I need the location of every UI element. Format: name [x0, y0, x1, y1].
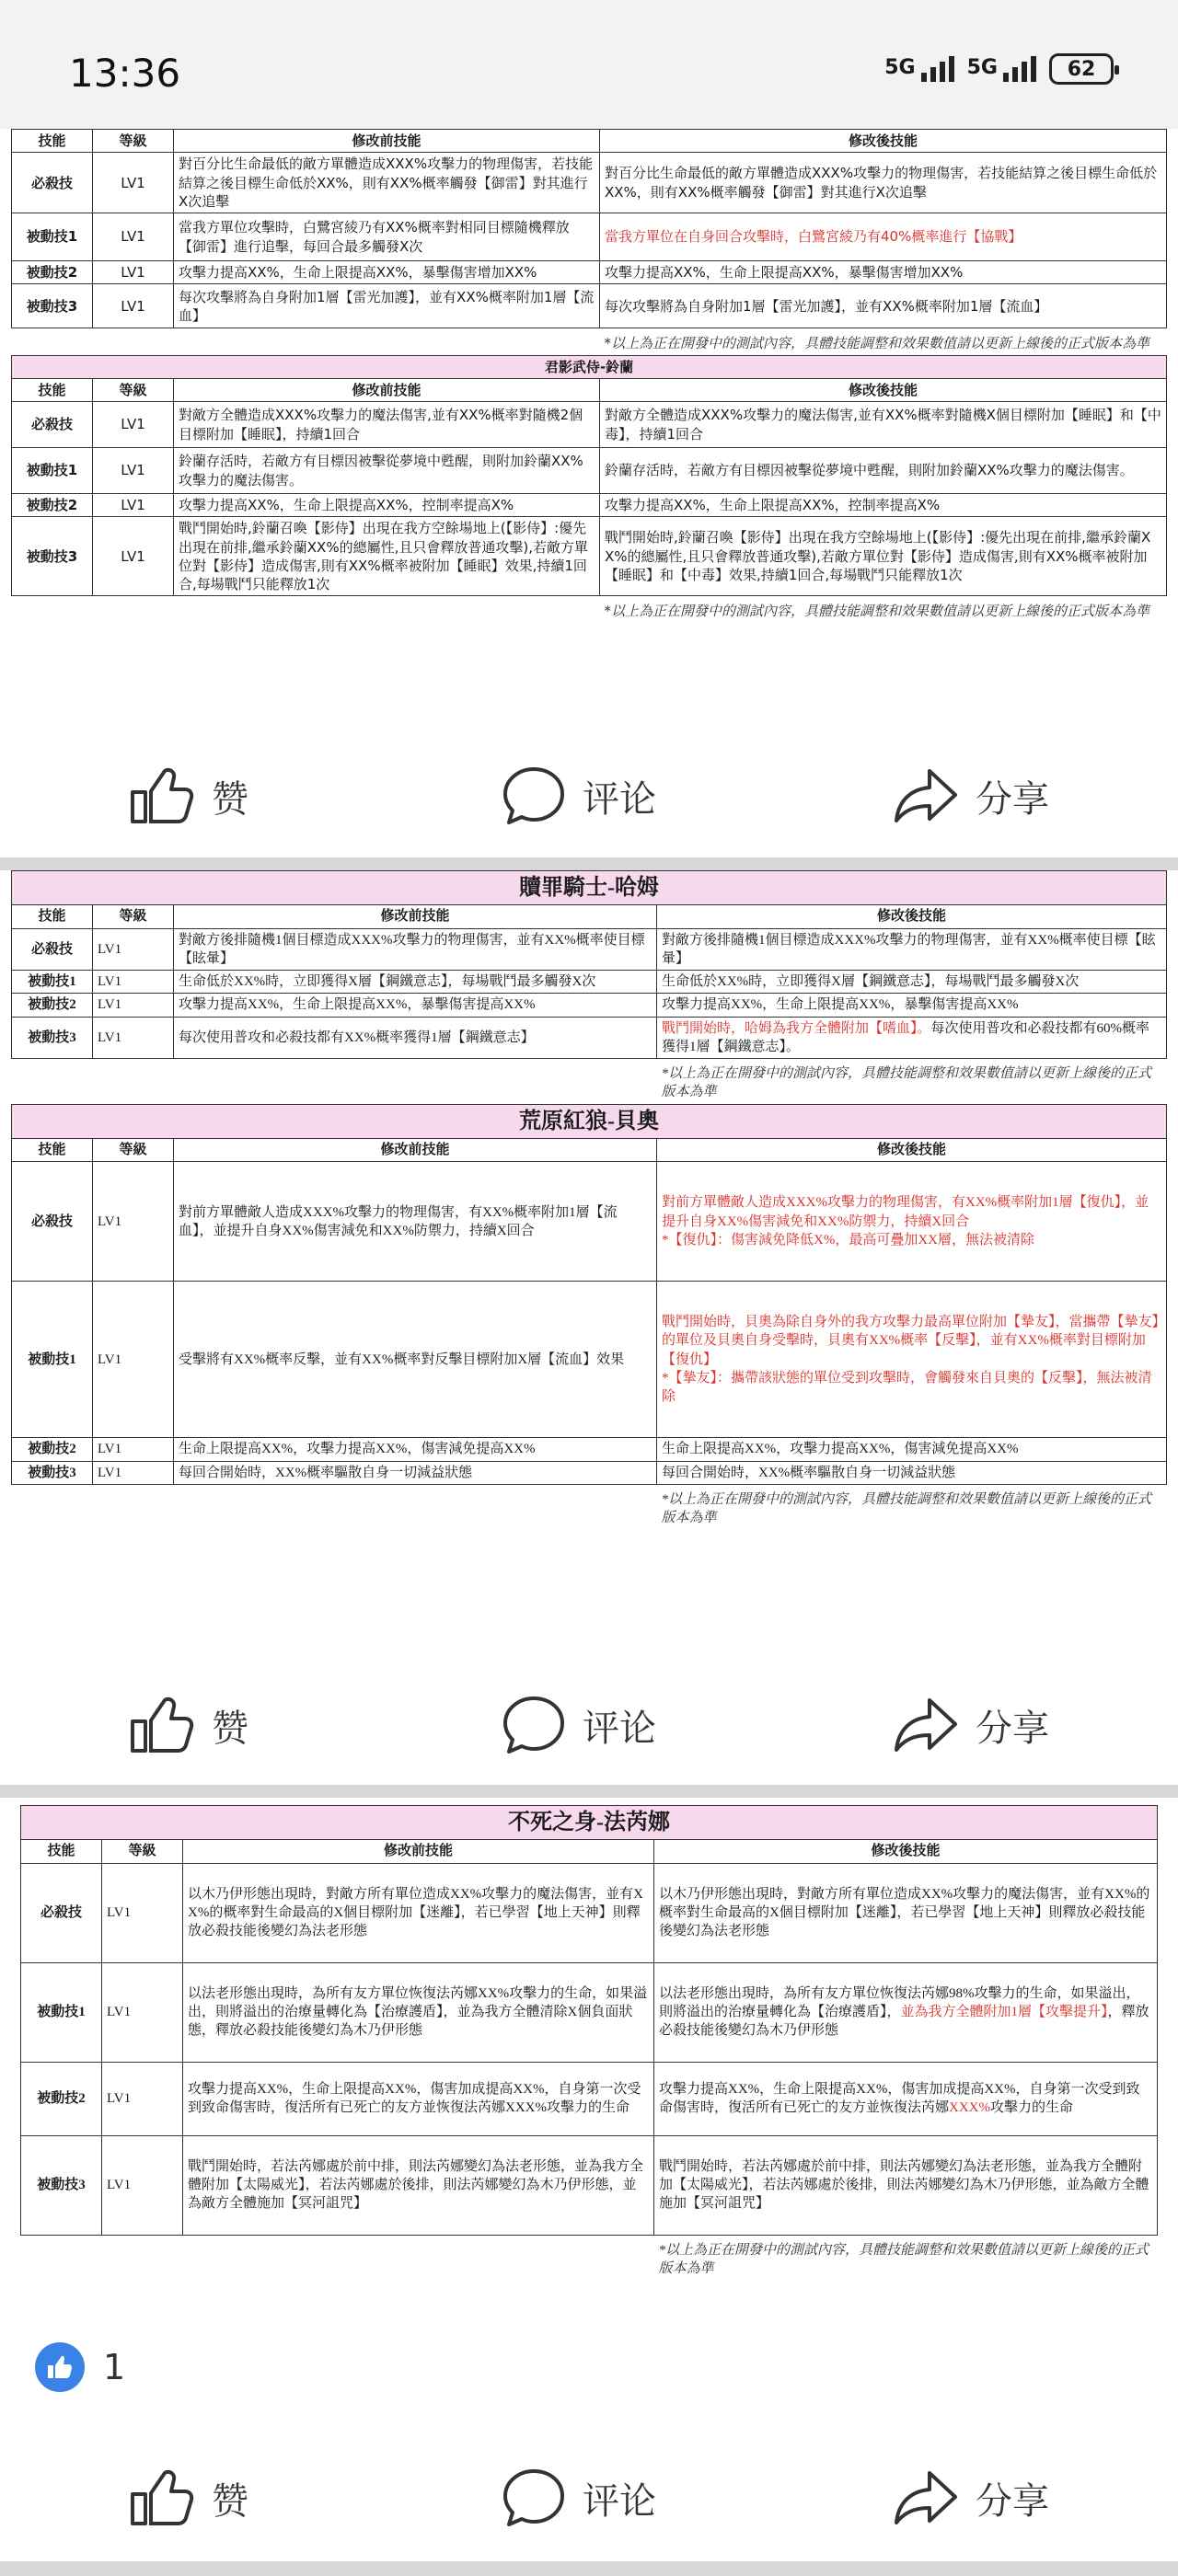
- table-row: [12, 261, 1167, 284]
- skill-level: LV1: [102, 1962, 183, 2062]
- disclaimer-note: *以上為正在開發中的測試內容，具體技能調整和效果數值請以更新上線後的正式版本為準: [604, 603, 1150, 620]
- table-row: [12, 928, 1167, 971]
- skill-name: 被動技1: [12, 448, 93, 494]
- share-button[interactable]: [893, 2469, 1049, 2526]
- skill-after-changed: 戰鬥開始時，哈姆為我方全體附加【嗜血】。: [662, 1020, 931, 1036]
- disclaimer-note: *以上為正在開發中的測試內容，具體技能調整和效果數值請以更新上線後的正式版本為準: [658, 2242, 1149, 2276]
- skill-name: 被動技1: [21, 1962, 102, 2062]
- skill-after: [654, 1962, 1158, 2062]
- section-title: 贖罪騎士-哈姆: [12, 871, 1167, 905]
- post-separator: [0, 857, 1178, 870]
- skill-level: LV1: [93, 213, 174, 261]
- skill-before: 以木乃伊形態出現時，對敵方所有單位造成XX%攻擊力的魔法傷害，並有XX%的概率對生命最高的X個目標附加【迷離】，若已學習【地上天神】則釋放必殺技能後變幻為法老形態: [183, 1863, 654, 1962]
- table-row: [12, 1162, 1167, 1282]
- table-row: [12, 1461, 1167, 1484]
- table-header-row: [12, 1139, 1167, 1162]
- skill-name: 被動技1: [12, 1282, 93, 1438]
- table-header-row: [12, 378, 1167, 401]
- skill-after-text: 攻擊力提高XX%，生命上限提高XX%，傷害加成提高XX%，自身第一次受到致命傷害時，復活所有已死亡的友方並恢復法芮娜: [659, 2081, 1140, 2116]
- header-after: 修改後技能: [654, 1840, 1158, 1863]
- share-button[interactable]: [893, 1696, 1049, 1754]
- header-level: 等級: [93, 905, 174, 928]
- skill-level: LV1: [93, 153, 174, 213]
- table-header-row: [12, 130, 1167, 153]
- header-level: 等級: [93, 1139, 174, 1162]
- skill-after: [657, 1282, 1167, 1438]
- skill-level: LV1: [102, 1863, 183, 1962]
- skill-name: 必殺技: [12, 402, 93, 448]
- skill-before: 生命低於XX%時，立即獲得X層【鋼鐵意志】，每場戰鬥最多觸發X次: [174, 971, 657, 994]
- table-row: [21, 1863, 1158, 1962]
- skill-before: 每回合開始時，XX%概率驅散自身一切減益狀態: [174, 1461, 657, 1484]
- skill-name: 必殺技: [12, 153, 93, 213]
- signal-icon: [884, 56, 953, 82]
- skill-after: [657, 1017, 1167, 1059]
- like-count-row[interactable]: [35, 2342, 125, 2392]
- skill-after: 戰鬥開始時，若法芮娜處於前中排，則法芮娜變幻為法老形態，並為我方全體附加【太陽威光】，若法芮娜處於後排，則法芮娜變幻為木乃伊形態，並為敵方全體施加【冥河詛咒】: [654, 2135, 1158, 2235]
- skill-after: [657, 1162, 1167, 1282]
- skill-level: LV1: [93, 1017, 174, 1059]
- header-before: 修改前技能: [174, 378, 600, 401]
- comment-button[interactable]: [502, 2467, 656, 2528]
- skill-level: LV1: [93, 1438, 174, 1461]
- comment-label: 评论: [583, 1707, 656, 1750]
- skill-before: 對敵方後排隨機1個目標造成XXX%攻擊力的物理傷害，並有XX%概率使目標【眩暈】: [174, 928, 657, 971]
- post-separator: [0, 2561, 1178, 2576]
- skill-level: LV1: [93, 1282, 174, 1438]
- table-row: [12, 1017, 1167, 1059]
- blank-cell: [12, 596, 600, 623]
- comment-icon: [502, 1695, 566, 1755]
- header-level: 等級: [93, 378, 174, 401]
- skill-after: 以木乃伊形態出現時，對敵方所有單位造成XX%攻擊力的魔法傷害，並有XX%的概率對生命最高的X個目標附加【迷離】，若已學習【地上天神】則釋放必殺技能後變幻為法老形態: [654, 1863, 1158, 1962]
- header-skill: 技能: [12, 905, 93, 928]
- skill-after: 攻擊力提高XX%，生命上限提高XX%，暴擊傷害提高XX%: [657, 994, 1167, 1017]
- table-row: [12, 402, 1167, 448]
- skill-before: 每次攻擊將為自身附加1層【雷光加護】，並有XX%概率附加1層【流血】: [174, 284, 600, 328]
- table-header-row: [21, 1840, 1158, 1863]
- skill-name: 被動技3: [21, 2135, 102, 2235]
- like-button[interactable]: [129, 2468, 248, 2527]
- skill-level: LV1: [93, 261, 174, 284]
- skill-level: LV1: [93, 448, 174, 494]
- skill-before: 攻擊力提高XX%，生命上限提高XX%，傷害加成提高XX%，自身第一次受到致命傷害時，復活所有已死亡的友方並恢復法芮娜XXX%攻擊力的生命: [183, 2062, 654, 2135]
- section-title-row: [12, 1104, 1167, 1138]
- skill-before: 戰鬥開始時,鈴蘭召喚【影侍】出現在我方空餘場地上(【影侍】:優先出現在前排,繼承鈴蘭XX%的總屬性,且只會釋放普通攻擊),若敵方單位對【影侍】造成傷害,則有XX%概率被附加【睡眠】效果,持續1回合,每場戰鬥只能釋放1次: [174, 517, 600, 596]
- skill-level: LV1: [93, 994, 174, 1017]
- section-title-row: [12, 871, 1167, 905]
- skill-after: 對百分比生命最低的敵方單體造成XXX%攻擊力的物理傷害，若技能結算之後目標生命低於XX%，則有XX%概率觸發【御雷】對其進行X次追擊: [600, 153, 1167, 213]
- skill-after-note: *【摯友】：攜帶該狀態的單位受到攻擊時，會觸發來自貝奧的【反擊】，無法被清除: [662, 1370, 1152, 1405]
- skill-level: LV1: [93, 928, 174, 971]
- like-label: 赞: [212, 2479, 248, 2523]
- skill-name: 被動技3: [12, 517, 93, 596]
- status-bar: [0, 0, 1178, 129]
- section-title: 君影武侍-鈴蘭: [12, 355, 1167, 378]
- skill-after: 每次攻擊將為自身附加1層【雷光加護】，並有XX%概率附加1層【流血】: [600, 284, 1167, 328]
- skill-level: LV1: [93, 494, 174, 517]
- header-skill: 技能: [12, 378, 93, 401]
- table-row: [12, 284, 1167, 328]
- share-button[interactable]: [893, 767, 1049, 824]
- blank-cell: [12, 1059, 657, 1105]
- like-count: 1: [103, 2347, 126, 2387]
- skill-after-text: 每次使用普攻和必殺技都有60%概率獲得1層【鋼鐵意志】。: [662, 1020, 1150, 1054]
- table-row: [21, 2135, 1158, 2235]
- skill-name: 被動技3: [12, 1017, 93, 1059]
- share-label: 分享: [976, 2479, 1049, 2523]
- share-icon: [893, 1696, 959, 1754]
- skill-before: 對前方單體敵人造成XXX%攻擊力的物理傷害，有XX%概率附加1層【流血】，並提升自身XX%傷害減免和XX%防禦力，持續X回合: [174, 1162, 657, 1282]
- like-button[interactable]: [129, 1696, 248, 1754]
- skill-before: 對敵方全體造成XXX%攻擊力的魔法傷害,並有XX%概率對隨機2個目標附加【睡眠】，持續1回合: [174, 402, 600, 448]
- status-icons: [884, 53, 1114, 85]
- skill-after-text: ，釋放必殺技能後變幻為木乃伊形態: [659, 2005, 1149, 2039]
- note-row: [12, 1059, 1167, 1105]
- note-row: [12, 596, 1167, 623]
- header-skill: 技能: [21, 1840, 102, 1863]
- table-row: [21, 1962, 1158, 2062]
- share-icon: [893, 767, 959, 824]
- skill-level: LV1: [93, 402, 174, 448]
- skill-after: 鈴蘭存活時，若敵方有目標因被擊從夢境中甦醒，則附加鈴蘭XX%攻擊力的魔法傷害。: [600, 448, 1167, 494]
- skill-name: 被動技2: [12, 261, 93, 284]
- table-row: [12, 994, 1167, 1017]
- skill-before: 攻擊力提高XX%，生命上限提高XX%，控制率提高X%: [174, 494, 600, 517]
- skill-after: 對敵方後排隨機1個目標造成XXX%攻擊力的物理傷害，並有XX%概率使目標【眩暈】: [657, 928, 1167, 971]
- skill-name: 必殺技: [21, 1863, 102, 1962]
- thumbs-up-icon: [129, 766, 195, 825]
- table-row: [12, 971, 1167, 994]
- skill-before: 對百分比生命最低的敵方單體造成XXX%攻擊力的物理傷害，若技能結算之後目標生命低於XX%，則有XX%概率觸發【御雷】對其進行X次追擊: [174, 153, 600, 213]
- share-label: 分享: [976, 1707, 1049, 1750]
- skill-after-changed: 對前方單體敵人造成XXX%攻擊力的物理傷害，有XX%概率附加1層【復仇】，並提升自身XX%傷害減免和XX%防禦力，持續X回合: [662, 1195, 1149, 1229]
- section-title-row: [21, 1806, 1158, 1840]
- skill-after-text: 攻擊力的生命: [990, 2100, 1074, 2116]
- like-label: 赞: [212, 1707, 248, 1750]
- skill-name: 被動技1: [12, 971, 93, 994]
- skill-after: 生命上限提高XX%，攻擊力提高XX%，傷害減免提高XX%: [657, 1438, 1167, 1461]
- skill-level: LV1: [102, 2062, 183, 2135]
- table-row: [12, 517, 1167, 596]
- skill-before: 鈴蘭存活時，若敵方有目標因被擊從夢境中甦醒，則附加鈴蘭XX%攻擊力的魔法傷害。: [174, 448, 600, 494]
- note-row: [12, 1484, 1167, 1529]
- skill-after: 對敵方全體造成XXX%攻擊力的魔法傷害,並有XX%概率對隨機X個目標附加【睡眠】和【中毒】，持續1回合: [600, 402, 1167, 448]
- header-skill: 技能: [12, 1139, 93, 1162]
- post-1-image: [0, 129, 1178, 718]
- skill-name: 被動技2: [21, 2062, 102, 2135]
- skill-before: 攻擊力提高XX%，生命上限提高XX%，暴擊傷害增加XX%: [174, 261, 600, 284]
- header-skill: 技能: [12, 130, 93, 153]
- skill-after: 生命低於XX%時，立即獲得X層【鋼鐵意志】，每場戰鬥最多觸發X次: [657, 971, 1167, 994]
- share-label: 分享: [976, 777, 1049, 821]
- blank-cell: [21, 2235, 654, 2280]
- skill-after: 當我方單位在自身回合攻擊時，白鷺宮綾乃有40%概率進行【協戰】: [600, 213, 1167, 261]
- note-row: [12, 328, 1167, 355]
- skill-level: LV1: [93, 971, 174, 994]
- skill-level: LV1: [93, 1162, 174, 1282]
- comment-icon: [502, 2467, 566, 2528]
- skill-level: LV1: [93, 284, 174, 328]
- skill-after: [654, 2062, 1158, 2135]
- section-title-row: [12, 355, 1167, 378]
- like-button[interactable]: [129, 766, 248, 825]
- header-after: 修改後技能: [657, 905, 1167, 928]
- skill-after-changed: 並為我方全體附加1層【攻擊提升】: [900, 2005, 1108, 2020]
- skill-name: 被動技3: [12, 1461, 93, 1484]
- header-level: 等級: [102, 1840, 183, 1863]
- skill-before: 生命上限提高XX%，攻擊力提高XX%，傷害減免提高XX%: [174, 1438, 657, 1461]
- like-label: 赞: [212, 777, 248, 821]
- skill-table-2: [11, 870, 1167, 1529]
- section-title: 不死之身-法芮娜: [21, 1806, 1158, 1840]
- skill-before: 受擊將有XX%概率反擊，並有XX%概率對反擊目標附加X層【流血】效果: [174, 1282, 657, 1438]
- skill-name: 被動技2: [12, 494, 93, 517]
- skill-after: 攻擊力提高XX%，生命上限提高XX%，暴擊傷害增加XX%: [600, 261, 1167, 284]
- header-after: 修改後技能: [600, 130, 1167, 153]
- skill-after-note: *【復仇】：傷害減免降低X%，最高可疊加XX層，無法被清除: [662, 1232, 1034, 1248]
- table-row: [12, 1438, 1167, 1461]
- skill-table-3: [20, 1805, 1158, 2280]
- skill-name: 必殺技: [12, 1162, 93, 1282]
- status-time: 13:36: [69, 51, 181, 96]
- blank-cell: [12, 328, 600, 355]
- skill-before: 攻擊力提高XX%，生命上限提高XX%，暴擊傷害提高XX%: [174, 994, 657, 1017]
- share-icon: [893, 2469, 959, 2526]
- table-row: [12, 213, 1167, 261]
- header-after: 修改後技能: [600, 378, 1167, 401]
- header-level: 等級: [93, 130, 174, 153]
- skill-table-1: [11, 129, 1167, 623]
- skill-before: 戰鬥開始時，若法芮娜處於前中排，則法芮娜變幻為法老形態，並為我方全體附加【太陽威光】，若法芮娜處於後排，則法芮娜變幻為木乃伊形態，並為敵方全體施加【冥河詛咒】: [183, 2135, 654, 2235]
- skill-level: LV1: [93, 517, 174, 596]
- comment-label: 评论: [583, 777, 656, 821]
- signal-label: 5G: [884, 56, 916, 79]
- skill-before: 以法老形態出現時，為所有友方單位恢復法芮娜XX%攻擊力的生命，如果溢出，則將溢出的治療量轉化為【治療護盾】，並為我方全體清除X個負面狀態，釋放必殺技能後變幻為木乃伊形態: [183, 1962, 654, 2062]
- note-row: [21, 2235, 1158, 2280]
- table-row: [21, 2062, 1158, 2135]
- header-before: 修改前技能: [183, 1840, 654, 1863]
- disclaimer-note: *以上為正在開發中的測試內容，具體技能調整和效果數值請以更新上線後的正式版本為準: [661, 1491, 1152, 1526]
- action-bar: [0, 2447, 1178, 2548]
- table-row: [12, 1282, 1167, 1438]
- skill-name: 被動技2: [12, 1438, 93, 1461]
- action-bar: [0, 745, 1178, 846]
- table-row: [12, 153, 1167, 213]
- disclaimer-note: *以上為正在開發中的測試內容，具體技能調整和效果數值請以更新上線後的正式版本為準: [604, 335, 1150, 352]
- action-bar: [0, 1674, 1178, 1776]
- comment-button[interactable]: [502, 765, 656, 826]
- skill-name: 必殺技: [12, 928, 93, 971]
- skill-after-text: 以法老形態出現時，為所有友方單位恢復法芮娜98%攻擊力的生命，如果溢出，則將溢出的治療量轉化為【治療護盾】，: [659, 1985, 1140, 2020]
- signal-label-2: 5G: [966, 56, 998, 79]
- skill-after-changed: 戰鬥開始時，貝奧為除自身外的我方攻擊力最高單位附加【摯友】，當攜帶【摯友】的單位及貝奧自身受擊時，貝奧有XX%概率【反擊】，並有XX%概率對目標附加【復仇】: [662, 1315, 1160, 1367]
- header-before: 修改前技能: [174, 905, 657, 928]
- post-separator: [0, 1785, 1178, 1798]
- post-2-image: [0, 870, 1178, 1680]
- skill-before: 當我方單位攻擊時，白鷺宮綾乃有XX%概率對相同目標隨機釋放【御雷】進行追擊，每回合最多觸發X次: [174, 213, 600, 261]
- skill-name: 被動技1: [12, 213, 93, 261]
- skill-name: 被動技3: [12, 284, 93, 328]
- post-3-image: [0, 1805, 1178, 2320]
- skill-level: LV1: [102, 2135, 183, 2235]
- skill-level: LV1: [93, 1461, 174, 1484]
- section-title: 荒原紅狼-貝奧: [12, 1104, 1167, 1138]
- blank-cell: [12, 1484, 657, 1529]
- table-row: [12, 448, 1167, 494]
- header-before: 修改前技能: [174, 1139, 657, 1162]
- skill-after: 攻擊力提高XX%，生命上限提高XX%，控制率提高X%: [600, 494, 1167, 517]
- table-header-row: [12, 905, 1167, 928]
- comment-label: 评论: [583, 2479, 656, 2523]
- skill-after: 戰鬥開始時,鈴蘭召喚【影侍】出現在我方空餘場地上(【影侍】:優先出現在前排,繼承鈴蘭XX%的總屬性,且只會釋放普通攻擊),若敵方單位對【影侍】造成傷害,則有XX%概率被附加【睡眠】和【中毒】效果,持續1回合,每場戰鬥只能釋放1次: [600, 517, 1167, 596]
- header-before: 修改前技能: [174, 130, 600, 153]
- skill-after: 每回合開始時，XX%概率驅散自身一切減益狀態: [657, 1461, 1167, 1484]
- thumbs-up-icon: [129, 1696, 195, 1754]
- comment-button[interactable]: [502, 1695, 656, 1755]
- thumbs-up-icon: [129, 2468, 195, 2527]
- like-badge-icon: [35, 2342, 85, 2392]
- battery-icon: 62: [1049, 53, 1114, 85]
- skill-after-changed: XXX%: [949, 2100, 991, 2116]
- skill-before: 每次使用普攻和必殺技都有XX%概率獲得1層【鋼鐵意志】: [174, 1017, 657, 1059]
- comment-icon: [502, 765, 566, 826]
- header-after: 修改後技能: [657, 1139, 1167, 1162]
- signal-icon-2: [967, 56, 1036, 82]
- disclaimer-note: *以上為正在開發中的測試內容，具體技能調整和效果數值請以更新上線後的正式版本為準: [661, 1066, 1152, 1100]
- table-row: [12, 494, 1167, 517]
- skill-name: 被動技2: [12, 994, 93, 1017]
